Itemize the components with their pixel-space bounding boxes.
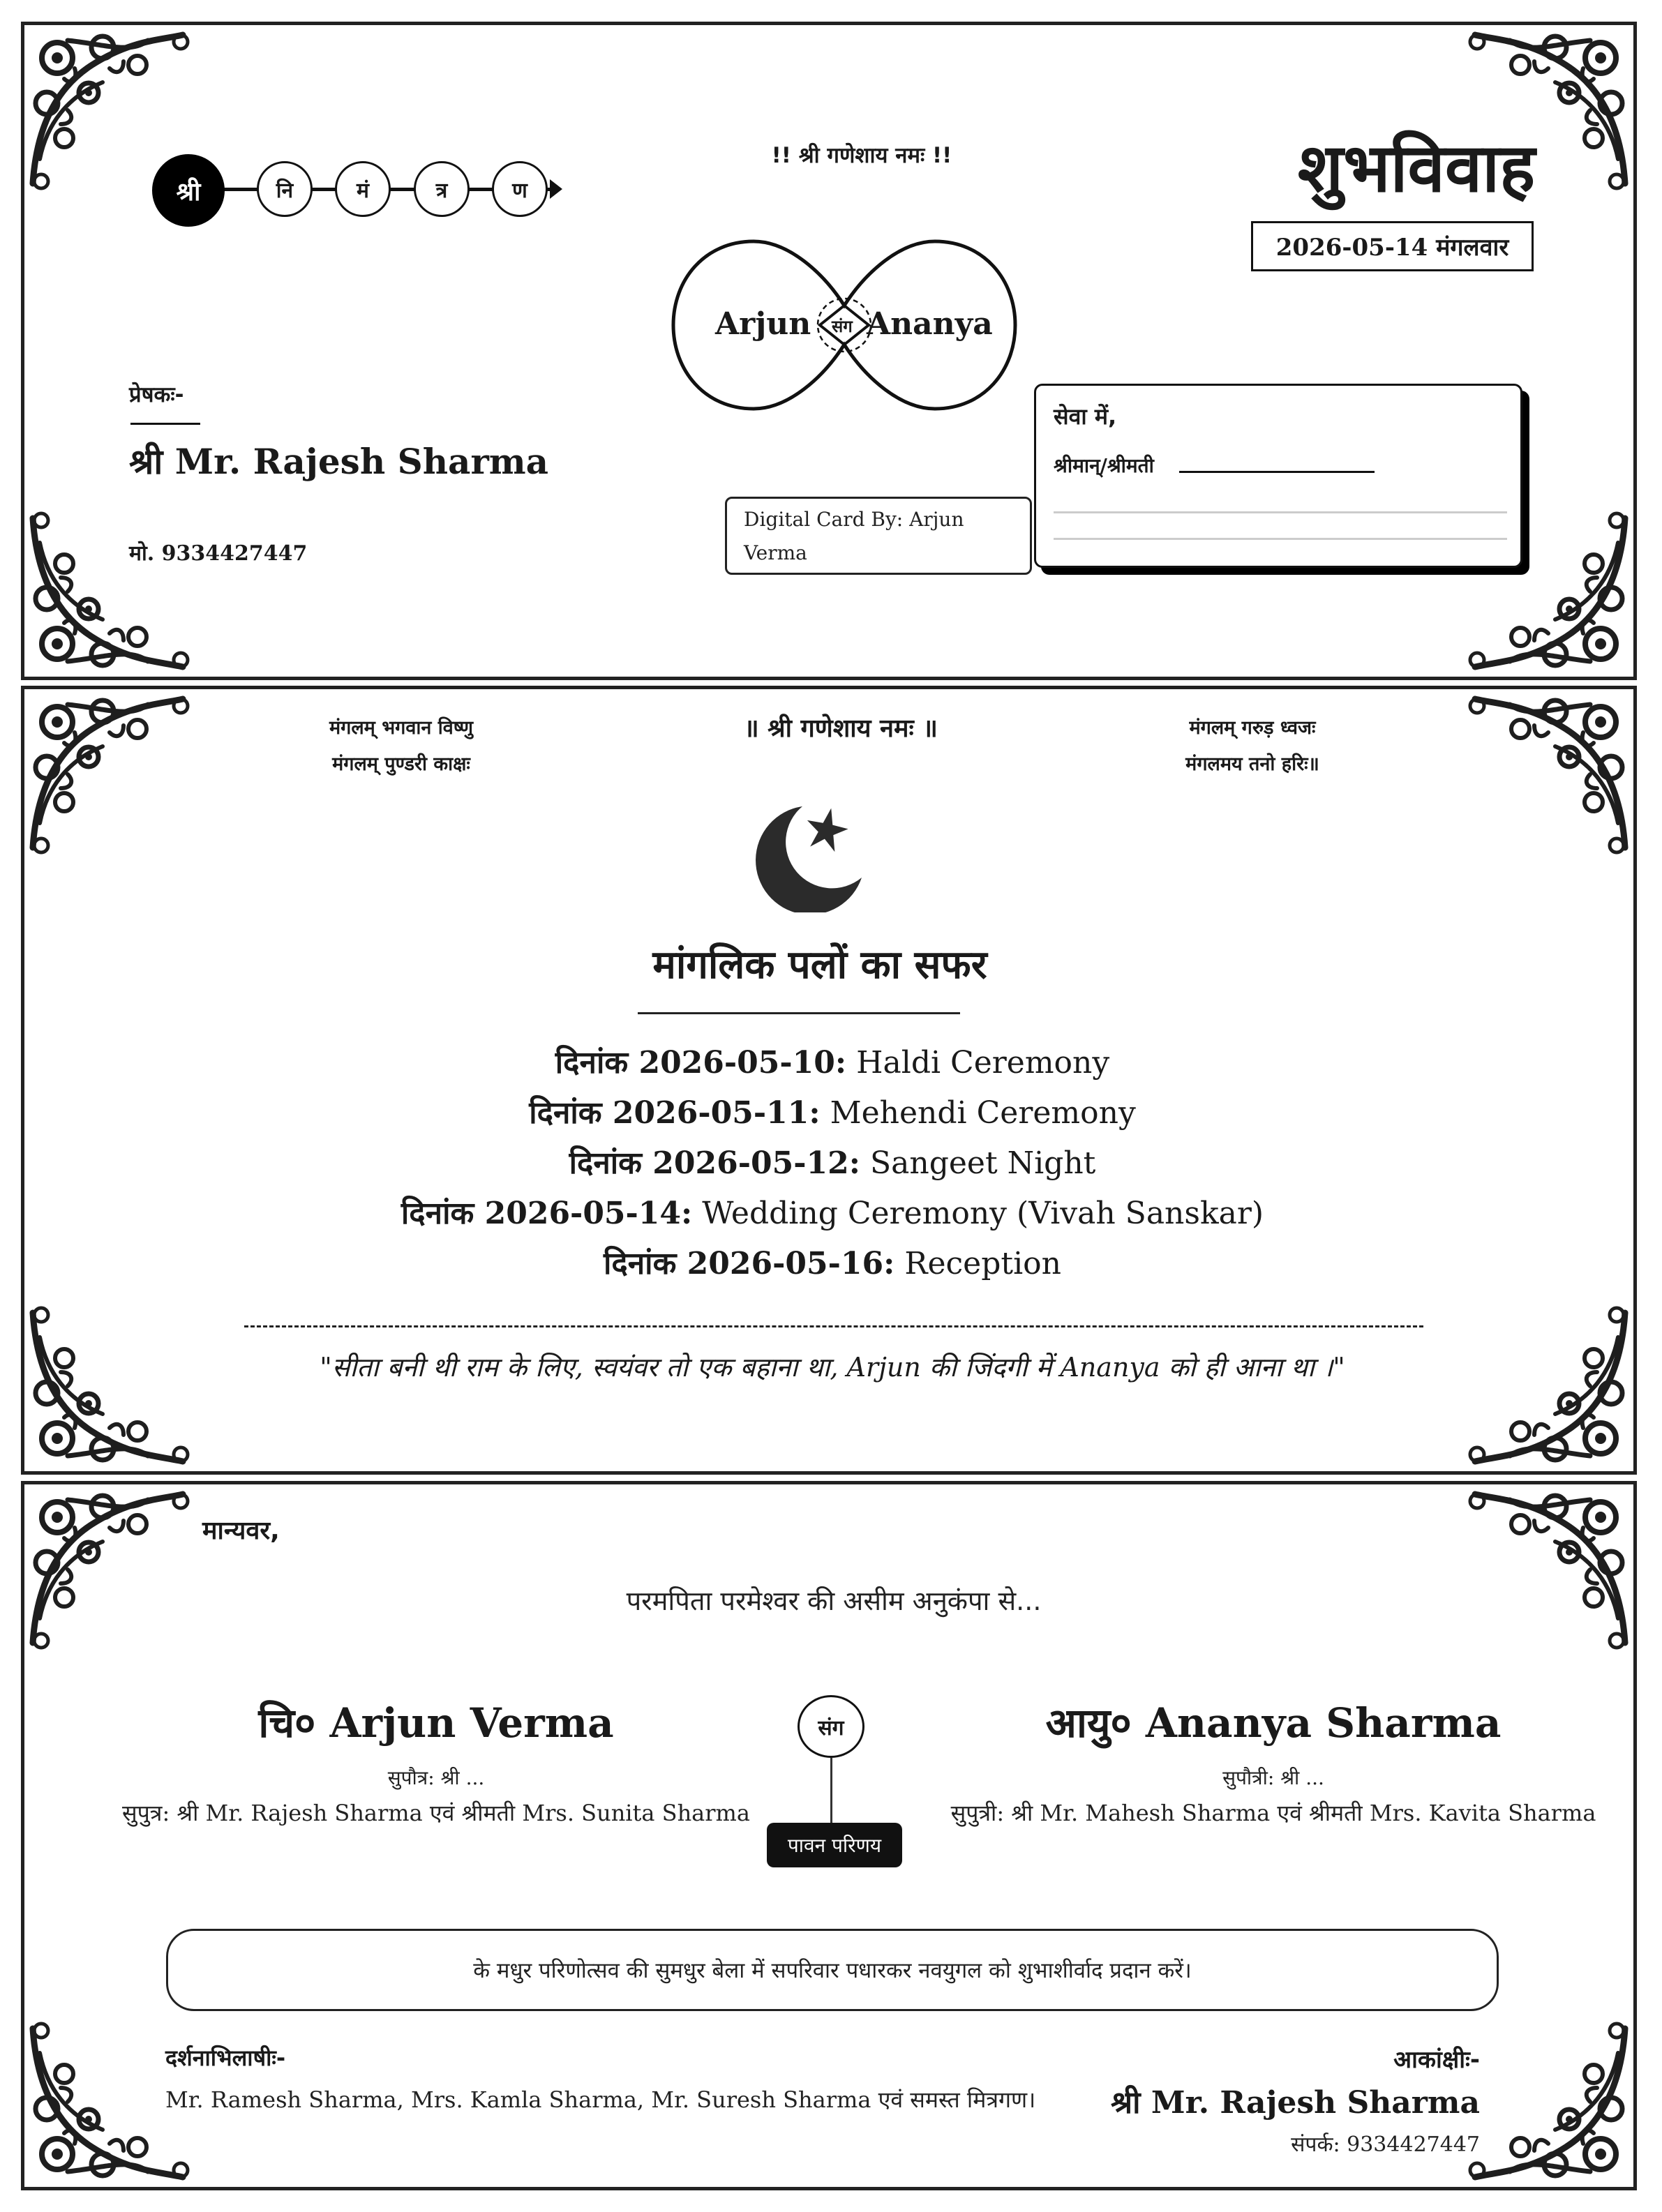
- sender-name: श्री Mr. Rajesh Sharma: [129, 441, 549, 482]
- couple-infinity-logo: [649, 224, 1040, 426]
- invitation-card: [21, 1481, 1637, 2190]
- nimantran-chain: [152, 154, 571, 231]
- crescent-star-icon: [750, 801, 869, 912]
- corner-ornament-icon: [26, 508, 193, 675]
- sender-underline: [130, 423, 200, 425]
- corner-ornament-icon: [26, 1486, 193, 1653]
- credit-box: Digital Card By: Arjun Verma: [725, 497, 1032, 575]
- section-title: मांगलिक पलों का सफर: [652, 942, 987, 988]
- shloka-right: मंगलम् गरुड़ ध्वजः मंगलमय तनो हरिः॥: [1185, 717, 1319, 775]
- groom-first-name: Arjun: [715, 306, 811, 342]
- bride-first-name: Ananya: [867, 306, 993, 342]
- bride-parents: सुपुत्री: श्री Mr. Mahesh Sharma एवं श्रीमती Mrs. Kavita Sharma: [950, 1800, 1596, 1826]
- recipient-box: [1034, 384, 1522, 568]
- event-item: दिनांक 2026-05-10: Haldi Ceremony: [555, 1045, 1110, 1081]
- corner-ornament-icon: [26, 1302, 193, 1470]
- joiner-circle: संग: [798, 1695, 864, 1758]
- nimantran-letter: त्र: [414, 161, 470, 217]
- address-line[interactable]: [1054, 511, 1507, 513]
- address-line[interactable]: [1054, 538, 1507, 540]
- groom-block: [87, 1694, 785, 1828]
- event-item: दिनांक 2026-05-12: Sangeet Night: [569, 1145, 1096, 1181]
- nimantran-letter: मं: [335, 161, 391, 217]
- well-wishers-label: दर्शनाभिलाषीः-: [165, 2045, 286, 2071]
- host-block: [1111, 2042, 1480, 2158]
- sacred-union-badge: पावन परिणय: [767, 1823, 902, 1867]
- recipient-name-field[interactable]: [1179, 450, 1375, 473]
- corner-ornament-icon: [1465, 2018, 1632, 2185]
- groom-grandparent: सुपौत्र: श्री ...: [387, 1766, 485, 1789]
- invocation: ॥ श्री गणेशाय नमः ॥: [744, 714, 938, 743]
- corner-ornament-icon: [1465, 1302, 1632, 1470]
- host-label: आकांक्षीः-: [1393, 2046, 1480, 2074]
- event-item: दिनांक 2026-05-11: Mehendi Ceremony: [529, 1095, 1136, 1131]
- intro-line: परमपिता परमेश्वर की असीम अनुकंपा से...: [626, 1586, 1042, 1616]
- recipient-salutation: श्रीमान्/श्रीमती: [1054, 454, 1154, 477]
- host-name: श्री Mr. Rajesh Sharma: [1111, 2085, 1480, 2121]
- bride-block: [924, 1694, 1622, 1828]
- invitation-message: के मधुर परिणोत्सव की सुमधुर बेला में सपरिवार पधारकर नवयुगल को शुभाशीर्वाद प्रदान करें।: [166, 1929, 1499, 2011]
- sender-label: प्रेषकः-: [129, 382, 184, 407]
- envelope-card: [21, 22, 1637, 680]
- event-list: [234, 1038, 1431, 1289]
- nimantran-letter: नि: [257, 161, 313, 217]
- host-contact: संपर्क: 9334427447: [1291, 2132, 1480, 2157]
- dashed-divider: [244, 1325, 1423, 1327]
- invocation: !! श्री गणेशाय नमः !!: [771, 143, 952, 168]
- arrow-right-icon: [550, 179, 562, 199]
- recipient-heading: सेवा में,: [1054, 403, 1117, 430]
- event-item: दिनांक 2026-05-14: Wedding Ceremony (Vivah Sanskar): [400, 1196, 1264, 1231]
- nimantran-letter: ण: [492, 161, 548, 217]
- groom-parents: सुपुत्र: श्री Mr. Rajesh Sharma एवं श्रीमती Mrs. Sunita Sharma: [122, 1800, 750, 1826]
- corner-ornament-icon: [1465, 691, 1632, 858]
- page-title: शुभविवाह: [1297, 129, 1536, 207]
- groom-name: चि० Arjun Verma: [258, 1699, 614, 1747]
- quote: "सीता बनी थी राम के लिए, स्वयंवर तो एक बहाना था, Arjun की जिंदगी में Ananya को ही आना था ।": [320, 1352, 1345, 1383]
- joiner-stem: [830, 1758, 832, 1824]
- shloka-left: मंगलम् भगवान विष्णु मंगलम् पुण्डरी काक्षः: [329, 717, 473, 775]
- events-card: [21, 686, 1637, 1475]
- date-badge: 2026-05-14 मंगलवार: [1251, 221, 1534, 271]
- bride-name: आयु० Ananya Sharma: [1045, 1699, 1502, 1747]
- title-rule: [638, 1012, 960, 1014]
- joiner-text: संग: [832, 317, 853, 336]
- well-wishers-names: Mr. Ramesh Sharma, Mrs. Kamla Sharma, Mr. Suresh Sharma एवं समस्त मित्रगण।: [165, 2086, 1036, 2113]
- corner-ornament-icon: [26, 691, 193, 858]
- event-item: दिनांक 2026-05-16: Reception: [604, 1246, 1061, 1281]
- greeting: मान्यवर,: [202, 1517, 280, 1545]
- corner-ornament-icon: [1465, 1486, 1632, 1653]
- bride-grandparent: सुपौत्री: श्री ...: [1222, 1766, 1324, 1789]
- nimantran-letter: श्री: [152, 154, 225, 227]
- sender-phone: मो. 9334427447: [129, 541, 308, 566]
